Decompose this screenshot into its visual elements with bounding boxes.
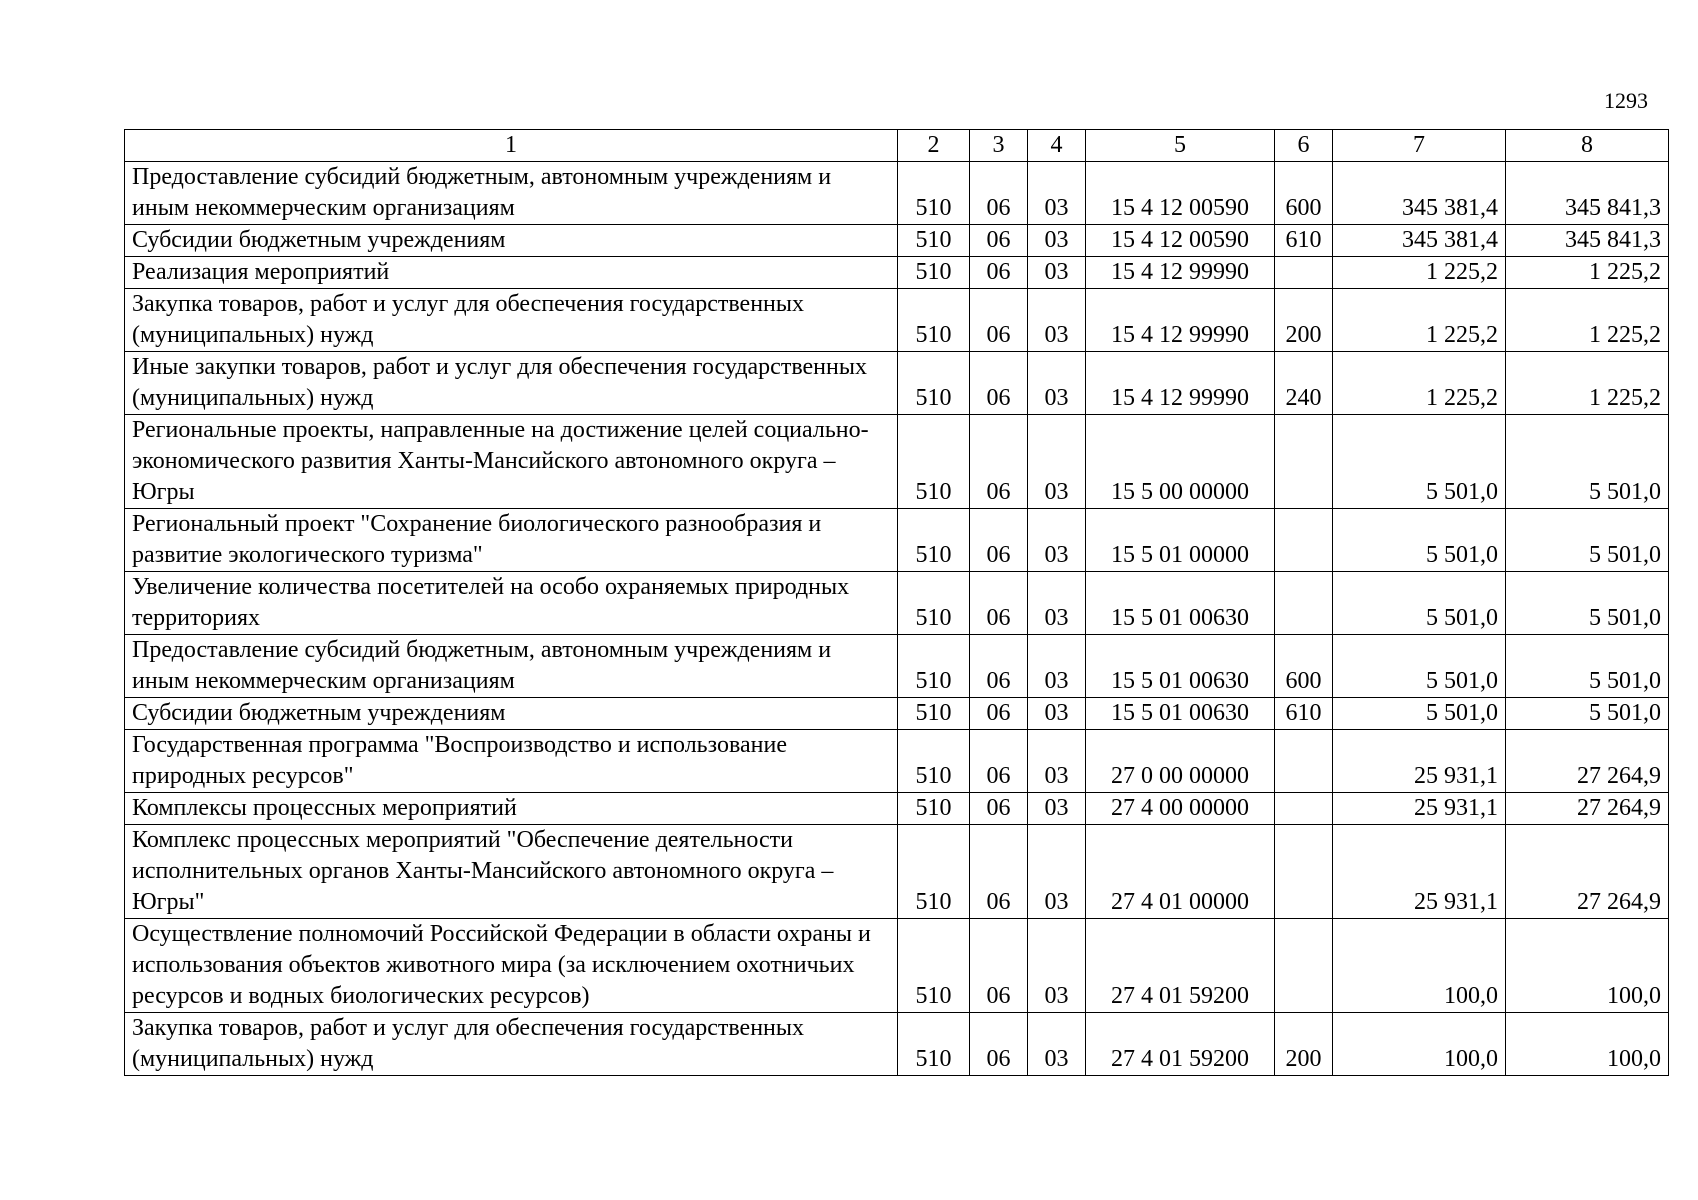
cell-subsection: 03: [1028, 825, 1086, 919]
header-cell: 2: [898, 130, 970, 162]
cell-admin-code: 510: [898, 352, 970, 415]
cell-expense-type: [1275, 572, 1333, 635]
cell-name: Субсидии бюджетным учреждениям: [125, 698, 898, 730]
cell-expense-type: [1275, 730, 1333, 793]
cell-amount-year2: 27 264,9: [1506, 825, 1669, 919]
cell-target-article: 27 4 00 00000: [1086, 793, 1275, 825]
cell-admin-code: 510: [898, 1013, 970, 1076]
table-row: [125, 635, 1669, 698]
cell-subsection: 03: [1028, 793, 1086, 825]
cell-admin-code: 510: [898, 635, 970, 698]
cell-section: 06: [970, 162, 1028, 225]
cell-target-article: 27 0 00 00000: [1086, 730, 1275, 793]
cell-name: Комплекс процессных мероприятий "Обеспечение деятельности исполнительных органов Ханты-Мансийского автономного округа – Югры": [125, 825, 898, 919]
cell-amount-year1: 100,0: [1333, 919, 1506, 1013]
cell-amount-year1: 25 931,1: [1333, 793, 1506, 825]
cell-target-article: 15 4 12 99990: [1086, 289, 1275, 352]
table-row: [125, 572, 1669, 635]
cell-admin-code: 510: [898, 225, 970, 257]
cell-amount-year1: 1 225,2: [1333, 257, 1506, 289]
cell-expense-type: 610: [1275, 225, 1333, 257]
cell-admin-code: 510: [898, 730, 970, 793]
cell-expense-type: 600: [1275, 162, 1333, 225]
cell-subsection: 03: [1028, 635, 1086, 698]
cell-expense-type: [1275, 793, 1333, 825]
cell-expense-type: 600: [1275, 635, 1333, 698]
cell-admin-code: 510: [898, 919, 970, 1013]
cell-name: Иные закупки товаров, работ и услуг для обеспечения государственных (муниципальных) нужд: [125, 352, 898, 415]
table-row: [125, 698, 1669, 730]
cell-admin-code: 510: [898, 162, 970, 225]
cell-amount-year1: 25 931,1: [1333, 730, 1506, 793]
cell-subsection: 03: [1028, 1013, 1086, 1076]
cell-subsection: 03: [1028, 162, 1086, 225]
cell-section: 06: [970, 572, 1028, 635]
cell-name: Реализация мероприятий: [125, 257, 898, 289]
cell-amount-year1: 1 225,2: [1333, 289, 1506, 352]
cell-subsection: 03: [1028, 919, 1086, 1013]
cell-name: Предоставление субсидий бюджетным, автономным учреждениям и иным некоммерческим организациям: [125, 635, 898, 698]
cell-subsection: 03: [1028, 257, 1086, 289]
cell-name: Осуществление полномочий Российской Федерации в области охраны и использования объектов животного мира (за исключением охотничьих ресурсов и водных биологических ресурсов): [125, 919, 898, 1013]
cell-expense-type: 610: [1275, 698, 1333, 730]
cell-amount-year2: 100,0: [1506, 919, 1669, 1013]
cell-amount-year1: 25 931,1: [1333, 825, 1506, 919]
cell-expense-type: [1275, 257, 1333, 289]
cell-section: 06: [970, 635, 1028, 698]
cell-amount-year1: 100,0: [1333, 1013, 1506, 1076]
cell-amount-year1: 5 501,0: [1333, 415, 1506, 509]
cell-amount-year1: 5 501,0: [1333, 572, 1506, 635]
cell-target-article: 15 5 01 00630: [1086, 572, 1275, 635]
cell-amount-year1: 345 381,4: [1333, 225, 1506, 257]
cell-expense-type: [1275, 825, 1333, 919]
cell-amount-year2: 1 225,2: [1506, 352, 1669, 415]
cell-name: Закупка товаров, работ и услуг для обеспечения государственных (муниципальных) нужд: [125, 1013, 898, 1076]
cell-amount-year2: 1 225,2: [1506, 257, 1669, 289]
cell-target-article: 15 5 01 00630: [1086, 635, 1275, 698]
cell-section: 06: [970, 825, 1028, 919]
cell-amount-year2: 5 501,0: [1506, 635, 1669, 698]
table-body: [125, 162, 1669, 1076]
cell-name: Государственная программа "Воспроизводство и использование природных ресурсов": [125, 730, 898, 793]
cell-name: Региональные проекты, направленные на достижение целей социально-экономического развития Ханты-Мансийского автономного округа – Югры: [125, 415, 898, 509]
cell-admin-code: 510: [898, 793, 970, 825]
cell-section: 06: [970, 698, 1028, 730]
cell-admin-code: 510: [898, 257, 970, 289]
cell-amount-year2: 345 841,3: [1506, 162, 1669, 225]
header-cell: 6: [1275, 130, 1333, 162]
cell-target-article: 27 4 01 59200: [1086, 1013, 1275, 1076]
cell-target-article: 15 4 12 99990: [1086, 352, 1275, 415]
table-row: [125, 1013, 1669, 1076]
cell-target-article: 15 4 12 99990: [1086, 257, 1275, 289]
header-cell: 7: [1333, 130, 1506, 162]
table-row: [125, 289, 1669, 352]
table-row: [125, 730, 1669, 793]
cell-admin-code: 510: [898, 509, 970, 572]
header-cell: 4: [1028, 130, 1086, 162]
cell-section: 06: [970, 352, 1028, 415]
cell-name: Предоставление субсидий бюджетным, автономным учреждениям и иным некоммерческим организациям: [125, 162, 898, 225]
cell-amount-year2: 100,0: [1506, 1013, 1669, 1076]
cell-section: 06: [970, 225, 1028, 257]
cell-section: 06: [970, 257, 1028, 289]
cell-expense-type: [1275, 919, 1333, 1013]
table-row: [125, 793, 1669, 825]
table-row: [125, 352, 1669, 415]
cell-admin-code: 510: [898, 572, 970, 635]
cell-admin-code: 510: [898, 825, 970, 919]
header-cell: 1: [125, 130, 898, 162]
cell-section: 06: [970, 415, 1028, 509]
cell-subsection: 03: [1028, 698, 1086, 730]
cell-expense-type: [1275, 415, 1333, 509]
table-row: [125, 162, 1669, 225]
cell-amount-year2: 27 264,9: [1506, 793, 1669, 825]
cell-amount-year2: 5 501,0: [1506, 572, 1669, 635]
cell-section: 06: [970, 289, 1028, 352]
cell-amount-year2: 5 501,0: [1506, 415, 1669, 509]
table-row: [125, 257, 1669, 289]
cell-amount-year2: 1 225,2: [1506, 289, 1669, 352]
cell-target-article: 15 5 00 00000: [1086, 415, 1275, 509]
cell-target-article: 15 5 01 00000: [1086, 509, 1275, 572]
header-cell: 3: [970, 130, 1028, 162]
cell-expense-type: 240: [1275, 352, 1333, 415]
cell-amount-year2: 5 501,0: [1506, 509, 1669, 572]
cell-amount-year2: 27 264,9: [1506, 730, 1669, 793]
cell-amount-year2: 5 501,0: [1506, 698, 1669, 730]
cell-amount-year1: 345 381,4: [1333, 162, 1506, 225]
cell-section: 06: [970, 919, 1028, 1013]
budget-table: [124, 129, 1669, 1076]
cell-target-article: 15 4 12 00590: [1086, 225, 1275, 257]
cell-amount-year1: 5 501,0: [1333, 509, 1506, 572]
table-row: [125, 509, 1669, 572]
cell-target-article: 15 4 12 00590: [1086, 162, 1275, 225]
table-row: [125, 415, 1669, 509]
cell-expense-type: 200: [1275, 1013, 1333, 1076]
table-row: [125, 825, 1669, 919]
cell-target-article: 27 4 01 59200: [1086, 919, 1275, 1013]
cell-name: Закупка товаров, работ и услуг для обеспечения государственных (муниципальных) нужд: [125, 289, 898, 352]
cell-name: Региональный проект "Сохранение биологического разнообразия и развитие экологического туризма": [125, 509, 898, 572]
cell-section: 06: [970, 1013, 1028, 1076]
cell-amount-year1: 5 501,0: [1333, 698, 1506, 730]
header-row: [125, 130, 1669, 162]
header-cell: 5: [1086, 130, 1275, 162]
cell-amount-year1: 1 225,2: [1333, 352, 1506, 415]
cell-name: Комплексы процессных мероприятий: [125, 793, 898, 825]
table-row: [125, 225, 1669, 257]
header-cell: 8: [1506, 130, 1669, 162]
cell-admin-code: 510: [898, 698, 970, 730]
cell-section: 06: [970, 793, 1028, 825]
cell-name: Субсидии бюджетным учреждениям: [125, 225, 898, 257]
cell-section: 06: [970, 509, 1028, 572]
cell-admin-code: 510: [898, 415, 970, 509]
cell-subsection: 03: [1028, 572, 1086, 635]
cell-target-article: 15 5 01 00630: [1086, 698, 1275, 730]
cell-expense-type: [1275, 509, 1333, 572]
cell-expense-type: 200: [1275, 289, 1333, 352]
cell-subsection: 03: [1028, 730, 1086, 793]
cell-subsection: 03: [1028, 289, 1086, 352]
page-number: 1293: [1604, 88, 1648, 113]
cell-amount-year1: 5 501,0: [1333, 635, 1506, 698]
cell-amount-year2: 345 841,3: [1506, 225, 1669, 257]
cell-subsection: 03: [1028, 225, 1086, 257]
cell-section: 06: [970, 730, 1028, 793]
cell-target-article: 27 4 01 00000: [1086, 825, 1275, 919]
cell-subsection: 03: [1028, 415, 1086, 509]
cell-subsection: 03: [1028, 509, 1086, 572]
cell-subsection: 03: [1028, 352, 1086, 415]
cell-name: Увеличение количества посетителей на особо охраняемых природных территориях: [125, 572, 898, 635]
table-row: [125, 919, 1669, 1013]
cell-admin-code: 510: [898, 289, 970, 352]
